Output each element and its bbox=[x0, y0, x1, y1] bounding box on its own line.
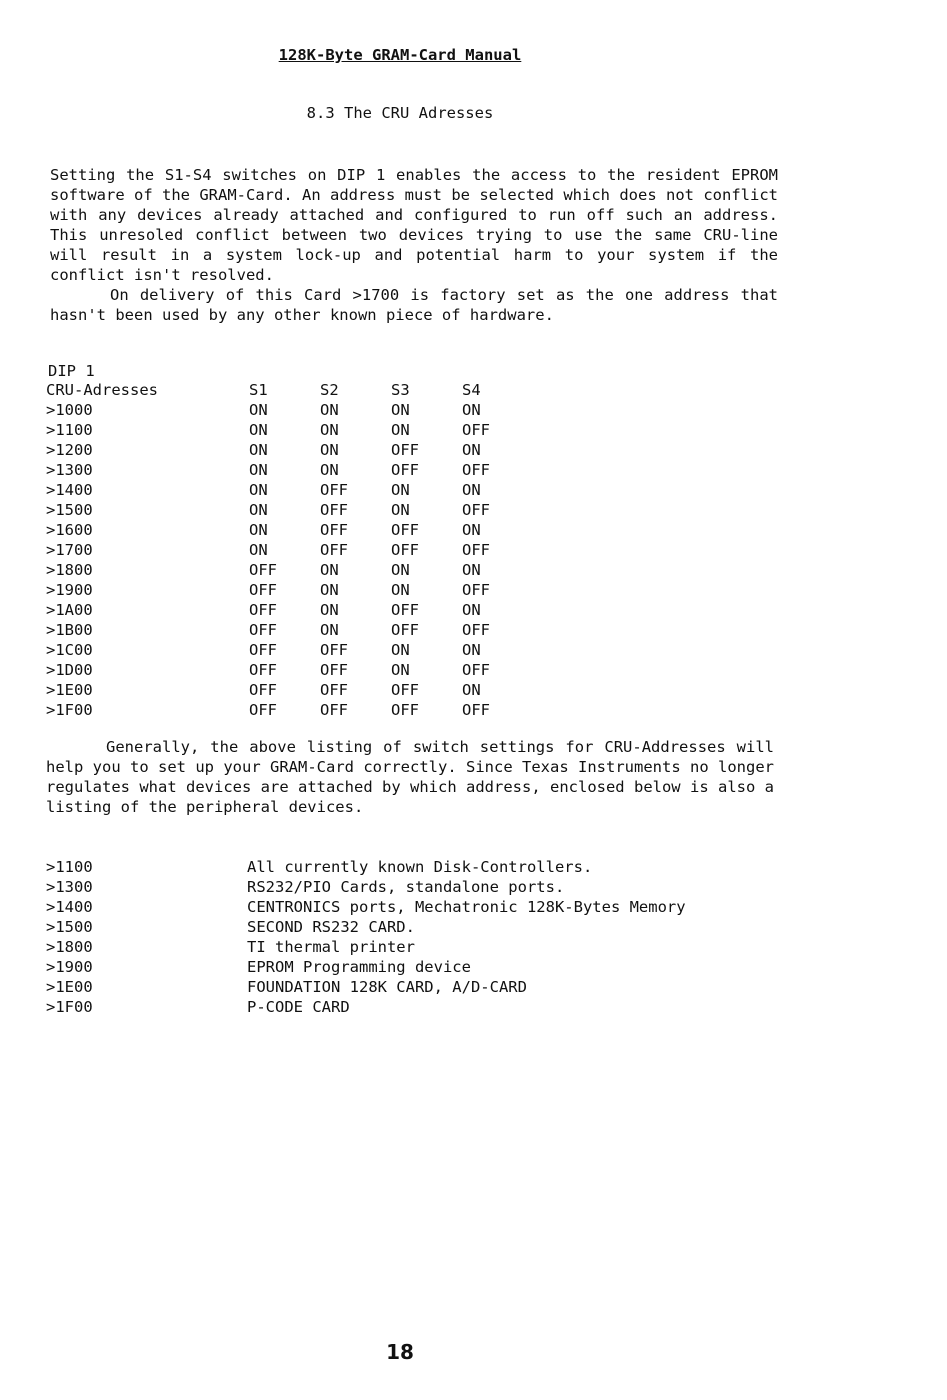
switch-state-cell: ON bbox=[391, 581, 410, 599]
switch-state-cell: OFF bbox=[320, 481, 348, 499]
switch-state-cell: OFF bbox=[462, 541, 490, 559]
switch-state-cell: OFF bbox=[462, 621, 490, 639]
device-address: >1500 bbox=[46, 918, 93, 936]
switch-state-cell: OFF bbox=[462, 421, 490, 439]
device-address: >1800 bbox=[46, 938, 93, 956]
device-description: CENTRONICS ports, Mechatronic 128K-Bytes Memory bbox=[247, 898, 686, 916]
list-item bbox=[46, 917, 686, 937]
switch-state-cell: OFF bbox=[462, 501, 490, 519]
switch-state-cell: ON bbox=[320, 601, 339, 619]
table-row bbox=[46, 600, 522, 620]
switch-state-cell: OFF bbox=[462, 461, 490, 479]
device-description: RS232/PIO Cards, standalone ports. bbox=[247, 878, 565, 896]
device-description: SECOND RS232 CARD. bbox=[247, 918, 415, 936]
switch-state-cell: OFF bbox=[391, 701, 419, 719]
device-description: EPROM Programming device bbox=[247, 958, 471, 976]
cru-address-cell: >1000 bbox=[46, 401, 93, 419]
switch-state-cell: ON bbox=[320, 621, 339, 639]
table-row bbox=[46, 680, 522, 700]
switch-state-cell: ON bbox=[249, 401, 268, 419]
list-item bbox=[46, 857, 686, 877]
cru-address-cell: >1500 bbox=[46, 501, 93, 519]
switch-state-cell: OFF bbox=[249, 661, 277, 679]
switch-state-cell: OFF bbox=[320, 641, 348, 659]
table-row bbox=[46, 420, 522, 440]
table-row bbox=[46, 580, 522, 600]
list-item bbox=[46, 957, 686, 977]
list-item bbox=[46, 977, 686, 997]
switch-state-cell: ON bbox=[391, 481, 410, 499]
intro-text bbox=[50, 165, 778, 325]
switch-state-cell: OFF bbox=[249, 701, 277, 719]
cru-address-cell: >1600 bbox=[46, 521, 93, 539]
switch-state-cell: OFF bbox=[391, 541, 419, 559]
device-address: >1E00 bbox=[46, 978, 93, 996]
switch-state-cell: OFF bbox=[249, 561, 277, 579]
cru-address-cell: >1C00 bbox=[46, 641, 93, 659]
switch-state-cell: ON bbox=[462, 601, 481, 619]
table-row bbox=[46, 520, 522, 540]
cru-address-cell: >1300 bbox=[46, 461, 93, 479]
section-title: 8.3 The CRU Adresses bbox=[306, 104, 494, 122]
intro-paragraph: Setting the S1-S4 switches on DIP 1 enables the access to the resident EPROM software of the GRAM-Card. An address must be selected which does not conflict with any devices already attached and configured to run off such an address. This unresoled conflict between two devices trying to use the same CRU-line will result in a system lock-up and potential harm to your system if the conflict isn't resolved. bbox=[50, 166, 778, 284]
device-address: >1F00 bbox=[46, 998, 93, 1016]
switch-state-cell: OFF bbox=[391, 621, 419, 639]
switch-state-cell: OFF bbox=[249, 681, 277, 699]
device-address: >1100 bbox=[46, 858, 93, 876]
switch-state-cell: OFF bbox=[391, 601, 419, 619]
column-header: CRU-Adresses bbox=[46, 381, 158, 399]
switch-state-cell: ON bbox=[462, 641, 481, 659]
switch-state-cell: OFF bbox=[462, 701, 490, 719]
table-row bbox=[46, 480, 522, 500]
cru-address-cell: >1200 bbox=[46, 441, 93, 459]
column-header: S1 bbox=[249, 381, 268, 399]
list-item bbox=[46, 877, 686, 897]
switch-state-cell: ON bbox=[462, 561, 481, 579]
switch-state-cell: ON bbox=[249, 481, 268, 499]
column-header: S3 bbox=[391, 381, 410, 399]
column-header: S4 bbox=[462, 381, 481, 399]
switch-state-cell: ON bbox=[249, 541, 268, 559]
switch-state-cell: OFF bbox=[320, 701, 348, 719]
switch-state-cell: ON bbox=[462, 521, 481, 539]
switch-state-cell: OFF bbox=[391, 681, 419, 699]
device-address: >1900 bbox=[46, 958, 93, 976]
device-description: P-CODE CARD bbox=[247, 998, 350, 1016]
list-item bbox=[46, 997, 686, 1017]
general-text bbox=[46, 737, 774, 817]
cru-address-cell: >1A00 bbox=[46, 601, 93, 619]
switch-state-cell: OFF bbox=[249, 641, 277, 659]
device-description: All currently known Disk-Controllers. bbox=[247, 858, 593, 876]
switch-state-cell: ON bbox=[320, 441, 339, 459]
table-row bbox=[46, 620, 522, 640]
switch-state-cell: OFF bbox=[320, 501, 348, 519]
switch-state-cell: OFF bbox=[391, 461, 419, 479]
switch-state-cell: OFF bbox=[249, 581, 277, 599]
table-row bbox=[46, 700, 522, 720]
page-number: 18 bbox=[386, 1340, 414, 1364]
switch-state-cell: OFF bbox=[391, 521, 419, 539]
switch-state-cell: ON bbox=[462, 681, 481, 699]
switch-state-cell: ON bbox=[462, 441, 481, 459]
table-row bbox=[46, 440, 522, 460]
dip-label: DIP 1 bbox=[48, 362, 95, 380]
table-row bbox=[46, 560, 522, 580]
switch-state-cell: OFF bbox=[320, 661, 348, 679]
switch-state-cell: ON bbox=[320, 581, 339, 599]
cru-address-cell: >1700 bbox=[46, 541, 93, 559]
device-list-table bbox=[46, 857, 686, 1017]
switch-state-cell: ON bbox=[249, 521, 268, 539]
switch-state-cell: ON bbox=[320, 461, 339, 479]
table-row bbox=[46, 640, 522, 660]
switch-state-cell: ON bbox=[249, 421, 268, 439]
switch-state-cell: ON bbox=[320, 421, 339, 439]
switch-state-cell: OFF bbox=[320, 521, 348, 539]
column-header: S2 bbox=[320, 381, 339, 399]
switch-state-cell: OFF bbox=[249, 621, 277, 639]
device-address: >1400 bbox=[46, 898, 93, 916]
switch-state-cell: ON bbox=[391, 561, 410, 579]
table-row bbox=[46, 540, 522, 560]
table-header-row bbox=[46, 380, 522, 400]
switch-state-cell: ON bbox=[391, 421, 410, 439]
cru-address-cell: >1F00 bbox=[46, 701, 93, 719]
device-description: FOUNDATION 128K CARD, A/D-CARD bbox=[247, 978, 527, 996]
switch-state-cell: ON bbox=[249, 501, 268, 519]
switch-state-cell: OFF bbox=[462, 661, 490, 679]
general-paragraph: Generally, the above listing of switch settings for CRU-Addresses will help you to set up your GRAM-Card correctly. Since Texas Instruments no longer regulates what devices are attached by which address, enclosed below is also a listing of the peripheral devices. bbox=[46, 738, 774, 816]
switch-state-cell: OFF bbox=[320, 681, 348, 699]
cru-address-cell: >1100 bbox=[46, 421, 93, 439]
switch-state-cell: OFF bbox=[249, 601, 277, 619]
cru-address-cell: >1E00 bbox=[46, 681, 93, 699]
switch-state-cell: ON bbox=[391, 501, 410, 519]
switch-settings-table bbox=[46, 380, 522, 720]
switch-state-cell: OFF bbox=[320, 541, 348, 559]
switch-state-cell: ON bbox=[320, 401, 339, 419]
switch-state-cell: OFF bbox=[462, 581, 490, 599]
switch-state-cell: ON bbox=[462, 401, 481, 419]
switch-state-cell: ON bbox=[249, 441, 268, 459]
device-description: TI thermal printer bbox=[247, 938, 415, 956]
cru-address-cell: >1800 bbox=[46, 561, 93, 579]
manual-title: 128K-Byte GRAM-Card Manual bbox=[278, 46, 522, 64]
cru-address-cell: >1D00 bbox=[46, 661, 93, 679]
switch-state-cell: ON bbox=[249, 461, 268, 479]
table-row bbox=[46, 400, 522, 420]
cru-address-cell: >1400 bbox=[46, 481, 93, 499]
switch-state-cell: ON bbox=[391, 401, 410, 419]
switch-state-cell: OFF bbox=[391, 441, 419, 459]
table-row bbox=[46, 460, 522, 480]
table-row bbox=[46, 660, 522, 680]
switch-state-cell: ON bbox=[391, 661, 410, 679]
switch-table-body bbox=[46, 400, 522, 720]
device-list-body bbox=[46, 857, 686, 1017]
delivery-paragraph: On delivery of this Card >1700 is factory set as the one address that hasn't been used by any other known piece of hardware. bbox=[50, 286, 778, 324]
cru-address-cell: >1900 bbox=[46, 581, 93, 599]
cru-address-cell: >1B00 bbox=[46, 621, 93, 639]
switch-state-cell: ON bbox=[391, 641, 410, 659]
switch-state-cell: ON bbox=[320, 561, 339, 579]
list-item bbox=[46, 897, 686, 917]
list-item bbox=[46, 937, 686, 957]
switch-state-cell: ON bbox=[462, 481, 481, 499]
device-address: >1300 bbox=[46, 878, 93, 896]
table-row bbox=[46, 500, 522, 520]
